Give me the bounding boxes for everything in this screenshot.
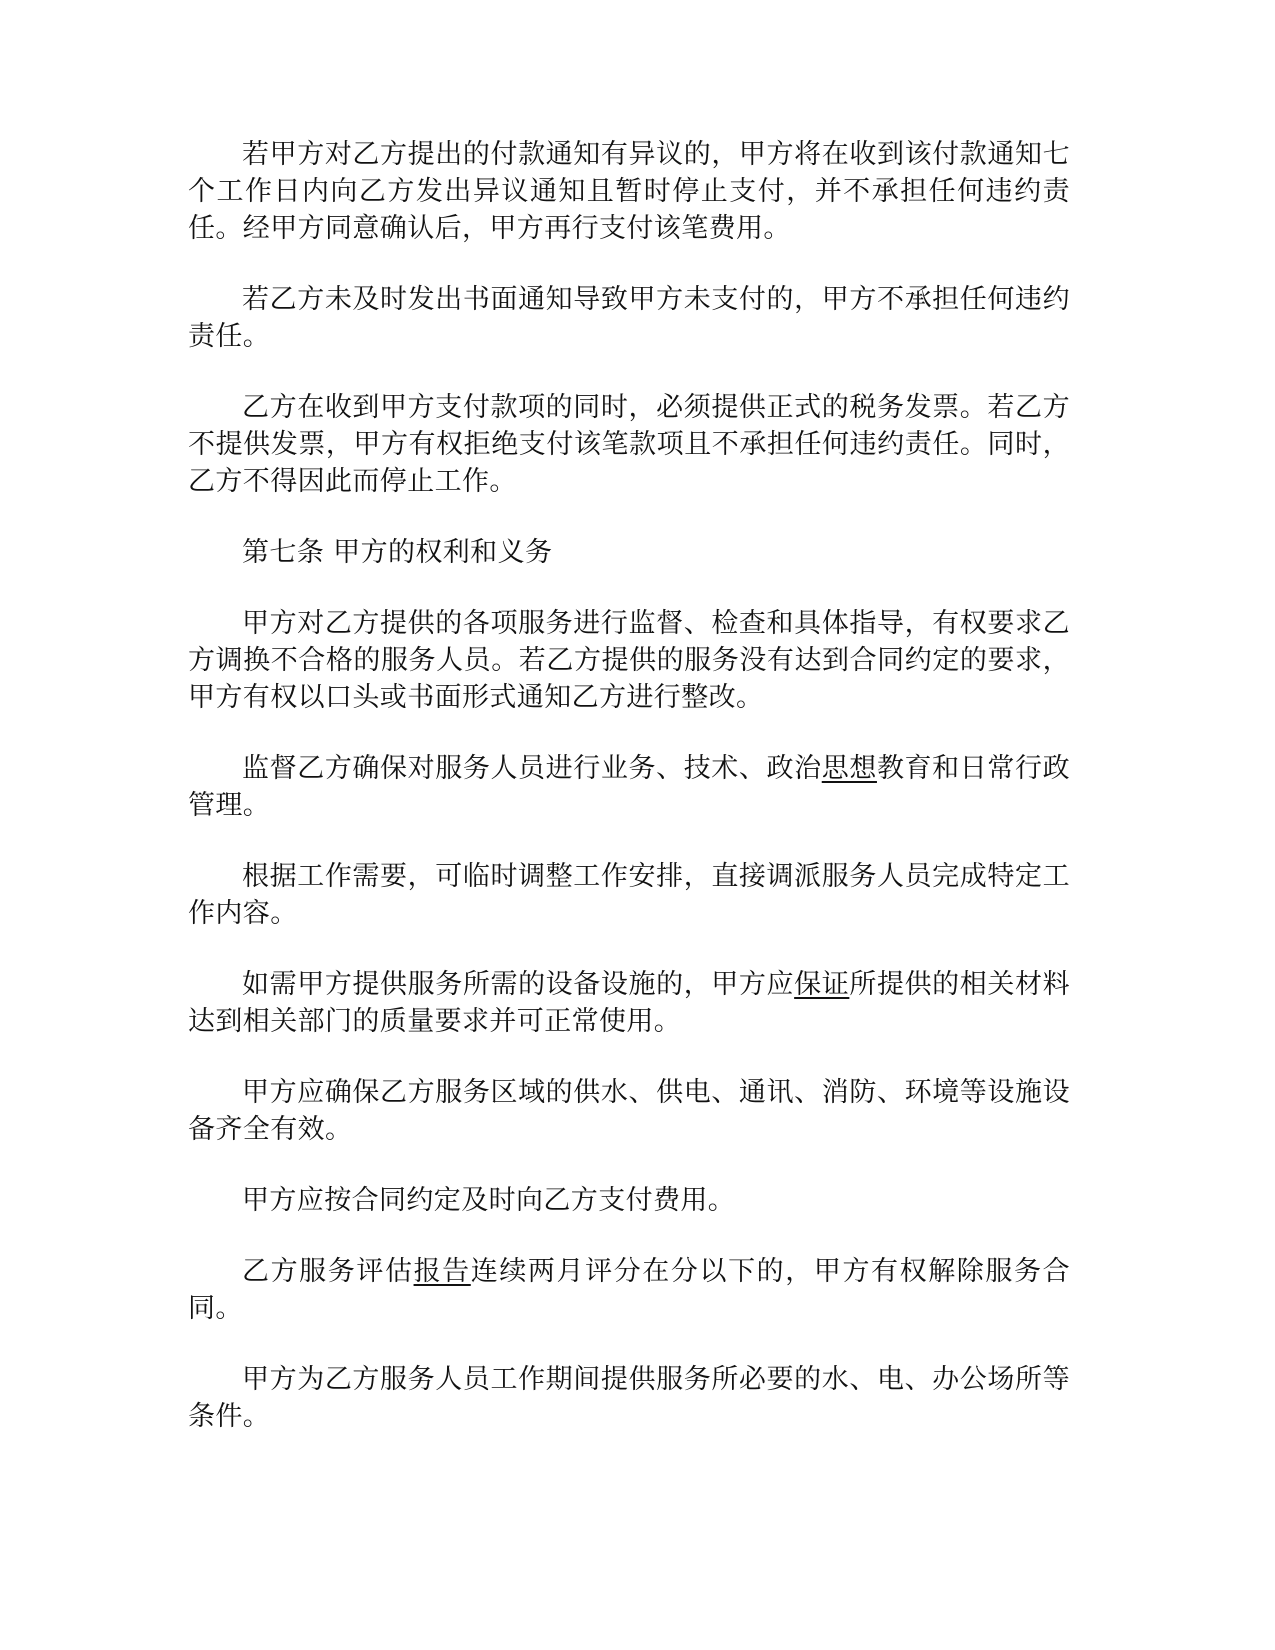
- document-page: [188, 136, 1070, 1469]
- paragraph-facilities: 甲方应确保乙方服务区域的供水、供电、通讯、消防、环境等设施设备齐全有效。: [188, 1077, 1070, 1145]
- link-sixiang[interactable]: 思想: [821, 753, 877, 784]
- paragraph-education-after: 教育和日常行政管理。: [188, 753, 1070, 821]
- paragraph-tax-invoice: 乙方在收到甲方支付款项的同时，必须提供正式的税务发票。若乙方不提供发票，甲方有权拒绝支付该笔款项且不承担任何违约责任。同时，乙方不得因此而停止工作。: [188, 392, 1070, 497]
- paragraph-equipment: [188, 966, 1070, 1040]
- paragraph-education: [188, 750, 1070, 824]
- paragraph-equipment-after: 所提供的相关材料达到相关部门的质量要求并可正常使用。: [188, 969, 1071, 1037]
- paragraph-termination: [188, 1253, 1070, 1327]
- paragraph-equipment-before: 如需甲方提供服务所需的设备设施的，甲方应: [242, 969, 795, 1000]
- paragraph-termination-before: 乙方服务评估: [242, 1256, 414, 1287]
- paragraph-payment-objection: 若甲方对乙方提出的付款通知有异议的，甲方将在收到该付款通知七个工作日内向乙方发出异议通知且暂时停止支付，并不承担任何违约责任。经甲方同意确认后，甲方再行支付该笔费用。: [188, 139, 1070, 244]
- paragraph-working-conditions: 甲方为乙方服务人员工作期间提供服务所必要的水、电、办公场所等条件。: [188, 1364, 1070, 1432]
- paragraph-education-before: 监督乙方确保对服务人员进行业务、技术、政治: [242, 753, 822, 784]
- paragraph-termination-after: 连续两月评分在分以下的，甲方有权解除服务合同。: [188, 1256, 1070, 1324]
- link-baogao[interactable]: 报告: [413, 1256, 471, 1287]
- paragraph-supervision: 甲方对乙方提供的各项服务进行监督、检查和具体指导，有权要求乙方调换不合格的服务人员。若乙方提供的服务没有达到合同约定的要求，甲方有权以口头或书面形式通知乙方进行整改。: [188, 608, 1070, 713]
- paragraph-no-notice: 若乙方未及时发出书面通知导致甲方未支付的，甲方不承担任何违约责任。: [188, 284, 1070, 352]
- paragraph-work-adjustment: 根据工作需要，可临时调整工作安排，直接调派服务人员完成特定工作内容。: [188, 861, 1070, 929]
- section-heading-article-7: 第七条 甲方的权利和义务: [242, 537, 553, 568]
- link-baozheng[interactable]: 保证: [794, 969, 850, 1000]
- paragraph-payment-on-time: 甲方应按合同约定及时向乙方支付费用。: [242, 1185, 736, 1216]
